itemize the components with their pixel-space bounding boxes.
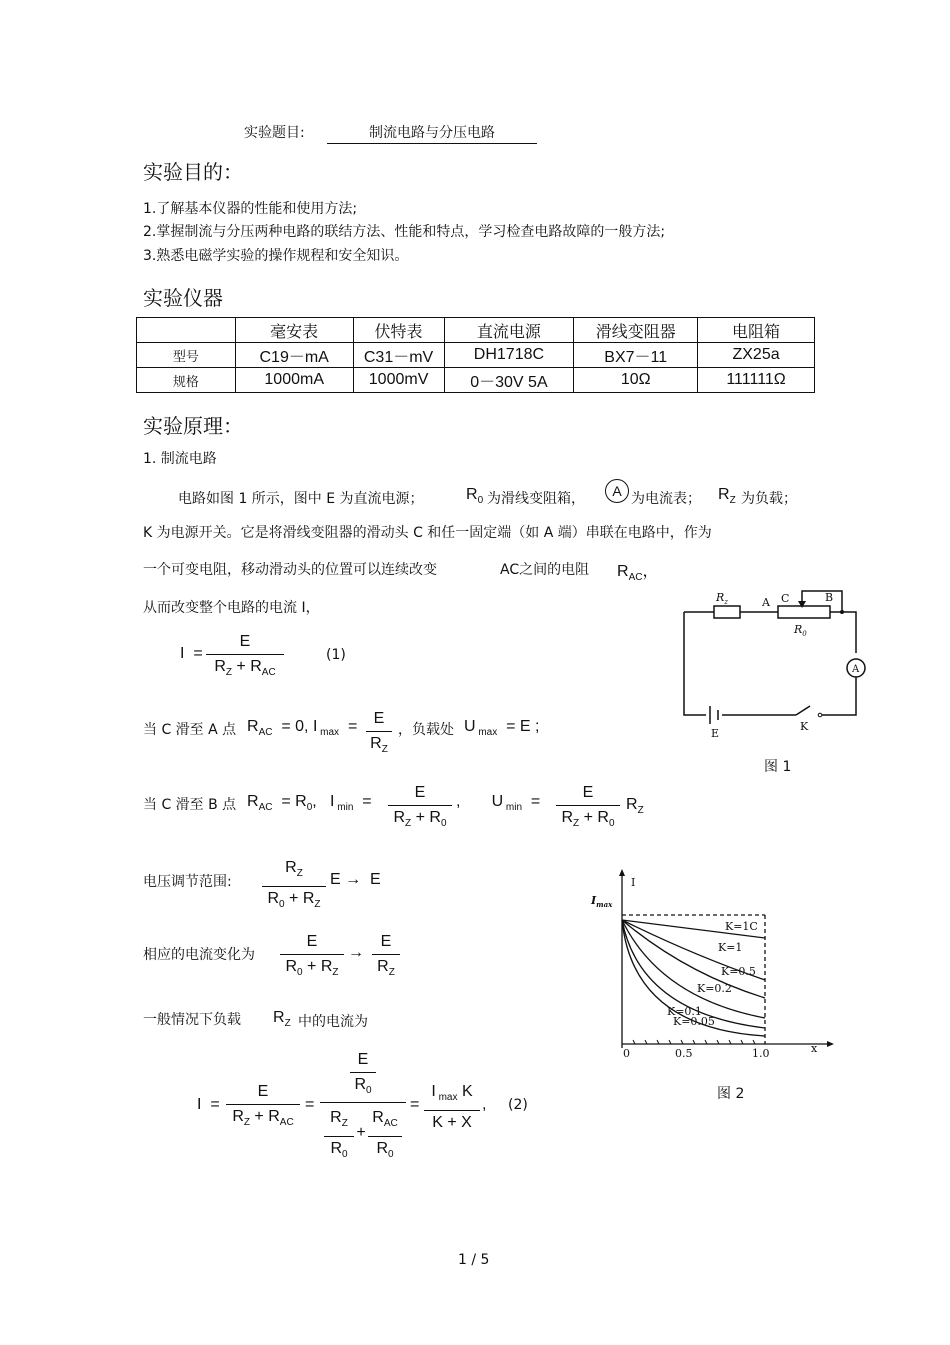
principle-p1d: 为负载； bbox=[741, 491, 797, 507]
symbol-r0: $R_0$ bbox=[466, 486, 484, 506]
axis-label-x: x bbox=[811, 1042, 818, 1055]
table-cell: 1000mV bbox=[353, 368, 444, 393]
eq2-eq1: = bbox=[305, 1096, 315, 1113]
umin-fraction: E $R_Z + R_0$ bbox=[556, 783, 620, 834]
principle-p3a: 一个可变电阻，移动滑动头的位置可以连续改变 bbox=[143, 562, 437, 578]
table-cell: 111111Ω bbox=[698, 368, 815, 393]
curve-label: K=1 bbox=[718, 941, 743, 954]
table-row bbox=[137, 368, 815, 393]
table-cell: 型号 bbox=[137, 343, 236, 368]
eq1-number: (1) bbox=[326, 647, 346, 663]
section-principle: 实验原理： bbox=[143, 414, 243, 438]
general-rz: $R_Z$ bbox=[273, 1009, 291, 1029]
tick-label-0: 0 bbox=[623, 1047, 630, 1060]
purpose-item-1: 1.了解基本仪器的性能和使用方法; bbox=[143, 201, 358, 217]
table-cell: 直流电源 bbox=[444, 318, 574, 343]
label-c: C bbox=[781, 592, 790, 605]
slider-arrow-icon bbox=[798, 601, 806, 608]
table-cell: BX7－11 bbox=[574, 343, 698, 368]
current-change-label: 相应的电流变化为 bbox=[143, 947, 255, 963]
symbol-rac: $R_{AC}$， bbox=[617, 563, 659, 583]
eq2-number: (2) bbox=[508, 1097, 528, 1113]
resistor-rz bbox=[714, 606, 740, 618]
table-cell: 10Ω bbox=[574, 368, 698, 393]
table-cell: 1000mA bbox=[235, 368, 353, 393]
figure-2-caption: 图 2 bbox=[717, 1086, 745, 1102]
eq2-fraction-1: E $R_Z + R_{AC}$ bbox=[226, 1082, 300, 1133]
table-cell: 滑线变阻器 bbox=[574, 318, 698, 343]
principle-subheading: 1. 制流电路 bbox=[143, 451, 217, 467]
figure-1-circuit bbox=[678, 585, 868, 745]
slider-wire bbox=[802, 591, 842, 612]
label-b: B bbox=[825, 591, 834, 604]
table-cell: 毫安表 bbox=[235, 318, 353, 343]
table-cell: DH1718C bbox=[444, 343, 574, 368]
voltage-range-label: 电压调节范围: bbox=[143, 874, 232, 890]
section-instruments: 实验仪器 bbox=[143, 286, 223, 310]
wire bbox=[684, 612, 706, 715]
symbol-rz: $R_Z$ bbox=[718, 486, 736, 506]
tick-label-05: 0.5 bbox=[675, 1047, 693, 1060]
curve-label: K=0.2 bbox=[697, 982, 732, 995]
label-rz: $R_z$ bbox=[716, 591, 728, 606]
eq2-lhs: I = bbox=[197, 1096, 220, 1113]
header-label: 实验题目: bbox=[244, 125, 305, 141]
axis-label-i: I bbox=[631, 876, 636, 889]
table-cell: 0－30V 5A bbox=[444, 368, 574, 393]
table-cell: 电阻箱 bbox=[698, 318, 815, 343]
rheostat-r0 bbox=[778, 606, 830, 618]
imax-fraction: E $R_Z$ bbox=[366, 709, 392, 760]
eq1-lhs: I = bbox=[180, 645, 203, 662]
curve-label: K=0.05 bbox=[673, 1015, 715, 1028]
principle-p1c: 为电流表； bbox=[631, 491, 701, 507]
purpose-item-2: 2.掌握制流与分压两种电路的联结方法、性能和特点，学习检查电路故障的一般方法; bbox=[143, 224, 666, 240]
voltage-range-fraction: $R_Z$ $R_0 + R_Z$ bbox=[262, 858, 326, 915]
principle-p4: 从而改变整个电路的电流 I， bbox=[143, 600, 320, 616]
eq2-eq2: = bbox=[410, 1096, 420, 1113]
label-a: A bbox=[762, 596, 770, 609]
wire bbox=[842, 612, 856, 653]
purpose-item-3: 3.熟悉电磁学实验的操作规程和安全知识。 bbox=[143, 248, 409, 264]
principle-p1b: 为滑线变阻箱， bbox=[487, 491, 585, 507]
when-a-formula: $R_{AC} = 0$, I $_{max}$ = bbox=[247, 718, 358, 738]
instrument-table bbox=[136, 317, 815, 393]
table-cell: ZX25a bbox=[698, 343, 815, 368]
imin-fraction: E $R_Z + R_0$ bbox=[388, 783, 452, 834]
table-cell bbox=[137, 318, 236, 343]
section-purpose: 实验目的： bbox=[143, 160, 243, 184]
general-text: 一般情况下负载 bbox=[143, 1012, 241, 1028]
table-row bbox=[137, 343, 815, 368]
table-cell: 规格 bbox=[137, 368, 236, 393]
label-e: E bbox=[711, 727, 720, 740]
general-tail: 中的电流为 bbox=[298, 1014, 368, 1030]
when-a-text: 当 C 滑至 A 点 bbox=[143, 722, 237, 738]
current-change-fraction-1: E $R_0 + R_Z$ bbox=[280, 932, 344, 983]
eq2-comma: , bbox=[482, 1096, 487, 1113]
wire bbox=[820, 677, 856, 715]
principle-p3b: AC之间的电阻 bbox=[500, 562, 590, 578]
tick-label-10: 1.0 bbox=[752, 1047, 770, 1060]
when-a-mid: ，负载处 bbox=[398, 722, 454, 738]
arrow: → bbox=[348, 944, 364, 961]
when-b-formula: $R_{AC} = R_0$, I $_{min}$ = bbox=[247, 793, 372, 813]
curve-label: K=1C bbox=[725, 920, 758, 933]
table-cell: C31－mV bbox=[353, 343, 444, 368]
ammeter-symbol-icon: A bbox=[605, 479, 629, 503]
table-cell: C19－mA bbox=[235, 343, 353, 368]
switch-k bbox=[796, 706, 810, 715]
when-b-text: 当 C 滑至 B 点 bbox=[143, 797, 237, 813]
experiment-title: 制流电路与分压电路 bbox=[369, 125, 495, 141]
label-r0: $R_0$ bbox=[794, 623, 807, 638]
label-ammeter: A bbox=[852, 664, 860, 675]
umin-rz: $R_Z$ bbox=[626, 796, 644, 816]
eq1-fraction: E $R_Z + R_{AC}$ bbox=[206, 632, 284, 683]
principle-p2: K 为电源开关。它是将滑线变阻器的滑动头 C 和任一固定端（如 A 端）串联在电路中，作为 bbox=[143, 525, 712, 541]
junction-dot bbox=[840, 610, 844, 614]
header-title bbox=[327, 122, 537, 144]
figure-1-caption: 图 1 bbox=[764, 759, 792, 775]
umin-formula: , U $_{min}$ = bbox=[456, 793, 541, 813]
curve-label: K=0.1 bbox=[667, 1005, 702, 1018]
voltage-range-tail: E → E bbox=[330, 871, 381, 888]
table-cell: 伏特表 bbox=[353, 318, 444, 343]
current-change-fraction-2: E $R_Z$ bbox=[372, 932, 400, 983]
label-k: K bbox=[800, 720, 809, 733]
x-axis-arrow-icon bbox=[827, 1041, 834, 1047]
figure-2-graph bbox=[585, 868, 845, 1068]
principle-p1a: 电路如图 1 所示，图中 E 为直流电源； bbox=[178, 491, 424, 507]
y-axis-arrow-icon bbox=[619, 869, 625, 876]
table-header-row bbox=[137, 318, 815, 343]
curve-label: K=0.5 bbox=[721, 965, 756, 978]
page-number: 1 / 5 bbox=[458, 1252, 490, 1268]
umax-formula: U $_{max}$ = E ; bbox=[464, 718, 540, 738]
axis-label-imax: $I_{max}$ bbox=[591, 894, 613, 909]
switch-contact bbox=[818, 713, 822, 717]
eq2-fraction-3: I $_{max}$ K K + X bbox=[424, 1082, 480, 1133]
